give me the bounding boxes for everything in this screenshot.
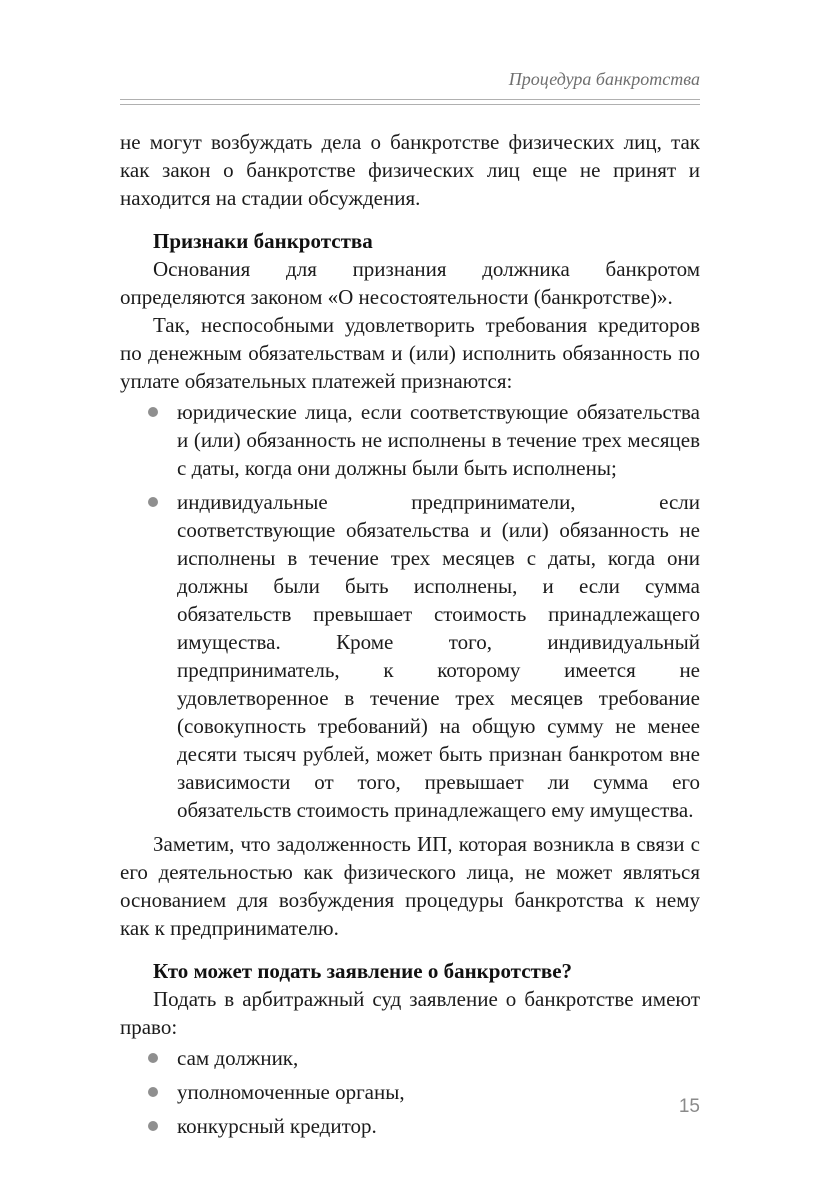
intro-paragraph: не могут возбуждать дела о банкротстве физических лиц, так как закон о банкротстве физических лиц еще не принят и находится на стадии обсуждения. [120,130,700,210]
page-content [120,128,700,1146]
bullet-icon [148,1121,158,1131]
section-heading-who-can-file: Кто может подать заявление о банкротстве? [153,959,573,983]
bullet-icon [148,497,158,507]
bullet-list-filers [120,1044,700,1140]
page-number: 15 [678,1096,700,1117]
bullet-icon [148,407,158,417]
paragraph: Основания для признания должника банкротом определяются законом «О несостоятельности (банкротстве)». [120,257,700,309]
list-item-text: сам должник, [177,1046,299,1070]
paragraph: Так, неспособными удовлетворить требования кредиторов по денежным обязательствам и (или) исполнить обязанность по уплате обязательных платежей признаются: [120,313,700,393]
running-title: Процедура банкротства [508,69,700,89]
list-item [120,1044,700,1072]
list-item-text: конкурсный кредитор. [177,1114,377,1138]
header-rule [120,99,700,105]
list-item-text: юридические лица, если соответствующие обязательства и (или) обязанность не исполнены в течение трех месяцев с даты, когда они должны были быть исполнены; [177,400,700,480]
list-item-text: уполномоченные органы, [177,1080,405,1104]
bullet-list-debtor-types [120,398,700,824]
page-header [120,68,700,105]
list-item-text: индивидуальные предприниматели, если соответствующие обязательства и (или) обязанность не исполнены в течение трех месяцев с даты, когда они должны были быть исполнены, и если сумма обязательств превышает стоимость принадлежащего имущества. Кроме того, индивидуальный предприниматель, к которому имеется не удовлетворенное в течение трех месяцев требование (совокупность требований) на общую сумму не менее десяти тысяч рублей, может быть признан банкротом вне зависимости от того, превышает ли сумма его обязательств стоимость принадлежащего ему имущества. [177,490,700,822]
paragraph: Заметим, что задолженность ИП, которая возникла в связи с его деятельностью как физического лица, не может являться основанием для возбуждения процедуры банкротства к нему как к предпринимателю. [120,832,700,940]
list-item [120,488,700,824]
list-item [120,398,700,482]
section-heading-signs-of-bankruptcy: Признаки банкротства [153,229,373,253]
paragraph: Подать в арбитражный суд заявление о банкротстве имеют право: [120,987,700,1039]
bullet-icon [148,1053,158,1063]
